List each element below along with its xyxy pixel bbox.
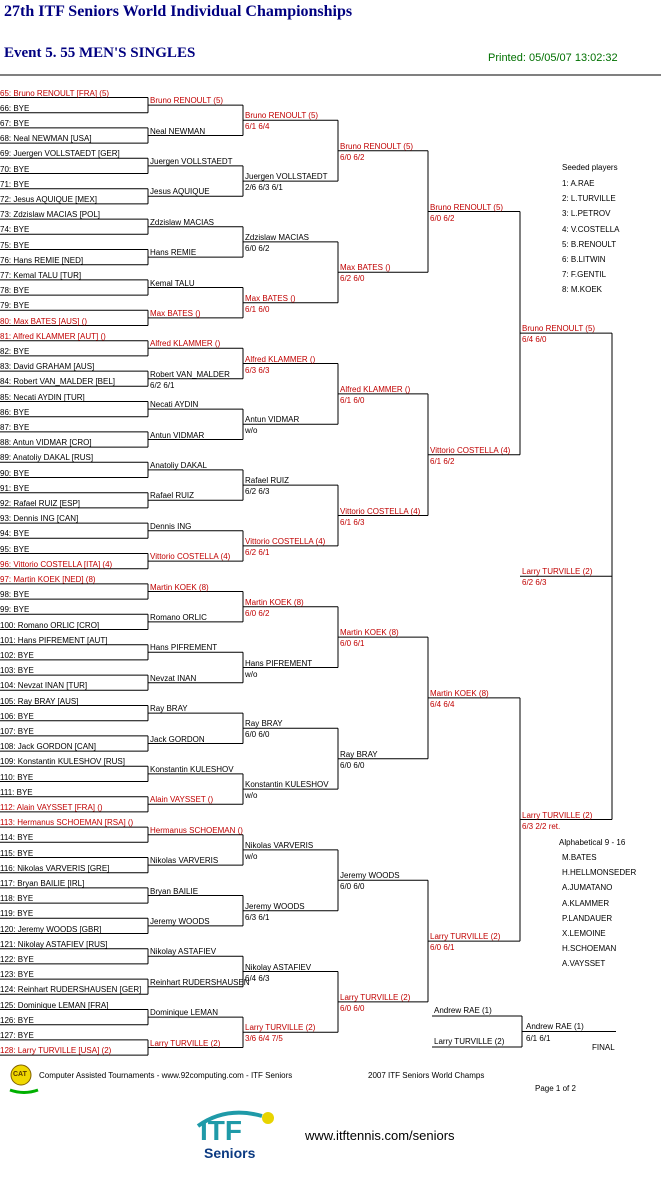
winner-name: Antun VIDMAR	[245, 415, 300, 425]
draw-entry: 103: BYE	[0, 666, 34, 676]
draw-entry: 97: Martin KOEK [NED] (8)	[0, 574, 96, 584]
draw-entry: 80: Max BATES [AUS] ()	[0, 316, 87, 326]
draw-entry: 98: BYE	[0, 590, 30, 600]
winner-name: Martin KOEK (8)	[245, 597, 304, 607]
draw-entry: 102: BYE	[0, 650, 34, 660]
match-score: 2/6 6/3 6/1	[245, 183, 283, 193]
draw-entry: 128: Larry TURVILLE [USA] (2)	[0, 1046, 112, 1056]
winner-name: Ray BRAY	[150, 704, 188, 714]
match-score: 6/1 6/3	[340, 517, 365, 527]
draw-entry: 94: BYE	[0, 529, 30, 539]
match-score: 6/0 6/2	[430, 213, 455, 223]
winner-name: Larry TURVILLE (2)	[430, 932, 501, 942]
draw-entry: 96: Vittorio COSTELLA [ITA] (4)	[0, 559, 113, 569]
draw-entry: 105: Ray BRAY [AUS]	[0, 696, 79, 706]
seeded-player: 8: M.KOEK	[562, 285, 603, 295]
winner-name: Nikolay ASTAFIEV	[150, 947, 217, 957]
final-player-2: Larry TURVILLE (2)	[434, 1037, 505, 1046]
match-score: w/o	[245, 426, 258, 436]
draw-entry: 122: BYE	[0, 954, 34, 964]
draw-entry: 95: BYE	[0, 544, 30, 554]
draw-entry: 90: BYE	[0, 468, 30, 478]
cat-logo	[8, 1064, 42, 1096]
cat-logo-text: CAT	[13, 1071, 27, 1078]
seeded-player: 7: F.GENTIL	[562, 270, 607, 280]
winner-name: Vittorio COSTELLA (4)	[245, 536, 326, 546]
match-score: 6/4 6/0	[522, 335, 547, 345]
winner-name: Alfred KLAMMER ()	[150, 339, 221, 349]
winner-name: Jeremy WOODS	[245, 901, 305, 911]
alphabetical-player: A.VAYSSET	[562, 959, 606, 969]
draw-entry: 99: BYE	[0, 605, 30, 615]
match-score: 6/1 6/4	[245, 122, 270, 132]
draw-entry: 126: BYE	[0, 1015, 34, 1025]
winner-name: Romano ORLIC	[150, 612, 207, 622]
winner-name: Nevzat INAN	[150, 673, 197, 683]
draw-entry: 100: Romano ORLIC [CRO]	[0, 620, 100, 630]
draw-entry: 67: BYE	[0, 118, 30, 128]
winner-name: Konstantin KULESHOV	[245, 780, 329, 790]
winner-name: Martin KOEK (8)	[150, 582, 209, 592]
winner-name: Larry TURVILLE (2)	[340, 992, 411, 1002]
winner-name: Martin KOEK (8)	[340, 628, 399, 638]
winner-name: Rafael RUIZ	[245, 476, 290, 486]
draw-entry: 118: BYE	[0, 894, 34, 904]
winner-name: Larry TURVILLE (2)	[522, 810, 593, 820]
winner-name: Larry TURVILLE (2)	[150, 1038, 221, 1048]
match-score: 6/0 6/1	[430, 943, 455, 953]
match-score: 6/4 6/4	[430, 699, 455, 709]
match-score: 6/1 6/2	[430, 456, 455, 466]
winner-name: Vittorio COSTELLA (4)	[430, 445, 511, 455]
winner-name: Hans PIFREMENT	[245, 658, 313, 668]
match-score: 3/6 6/4 7/5	[245, 1034, 283, 1044]
alphabetical-player: M.BATES	[562, 853, 597, 862]
alphabetical-player: H.HELLMONSEDER	[562, 868, 637, 878]
draw-entry: 110: BYE	[0, 772, 34, 782]
draw-entry: 104: Nevzat INAN [TUR]	[0, 681, 88, 691]
draw-entry: 120: Jeremy WOODS [GBR]	[0, 924, 102, 934]
seeded-player: 4: V.COSTELLA	[562, 224, 620, 234]
itf-logo-sub: Seniors	[204, 1145, 256, 1161]
match-score: 6/3 6/3	[245, 365, 270, 375]
draw-entry: 123: BYE	[0, 970, 34, 980]
final-player-1: Andrew RAE (1)	[434, 1006, 492, 1015]
draw-entry: 107: BYE	[0, 726, 34, 736]
winner-name: Dominique LEMAN	[150, 1008, 219, 1018]
match-score: w/o	[245, 851, 258, 861]
match-score: 6/0 6/0	[245, 730, 270, 740]
match-score: 6/4 6/3	[245, 973, 270, 983]
winner-name: Robert VAN_MALDER	[150, 369, 230, 379]
winner-name: Jack GORDON	[150, 734, 205, 744]
match-score: 6/1 6/0	[340, 395, 365, 405]
draw-entry: 116: Nikolas VARVERIS [GRE]	[0, 863, 110, 873]
winner-name: Kemal TALU	[150, 278, 195, 288]
winner-name: Hermanus SCHOEMAN ()	[150, 825, 243, 835]
draw-entry: 86: BYE	[0, 407, 30, 417]
draw-entry: 125: Dominique LEMAN [FRA]	[0, 1000, 109, 1010]
winner-name: Zdzislaw MACIAS	[245, 232, 310, 242]
draw-entry: 68: Neal NEWMAN [USA]	[0, 134, 92, 144]
winner-name: Jesus AQUIQUE	[150, 187, 210, 197]
draw-entry: 76: Hans REMIE [NED]	[0, 255, 84, 265]
footer-page: Page 1 of 2	[535, 1084, 576, 1093]
draw-entry: 82: BYE	[0, 346, 30, 356]
winner-name: Jeremy WOODS	[340, 871, 400, 881]
match-score: 6/0 6/0	[340, 1003, 365, 1013]
draw-entry: 111: BYE	[0, 787, 33, 797]
winner-name: Larry TURVILLE (2)	[245, 1023, 316, 1033]
website-url: www.itftennis.com/seniors	[305, 1128, 455, 1143]
winner-name: Rafael RUIZ	[150, 491, 195, 501]
seeded-player: 6: B.LITWIN	[562, 255, 606, 264]
draw-entry: 91: BYE	[0, 483, 30, 493]
alphabetical-player: A.JUMATANO	[562, 883, 613, 893]
winner-name: Nikolay ASTAFIEV	[245, 962, 312, 972]
winner-name: Bruno RENOULT (5)	[522, 324, 596, 334]
match-score: w/o	[245, 791, 258, 801]
draw-entry: 89: Anatoliy DAKAL [RUS]	[0, 453, 94, 463]
alphabetical-player: A.KLAMMER	[562, 898, 610, 908]
draw-entry: 109: Konstantin KULESHOV [RUS]	[0, 757, 125, 767]
winner-name: Dennis ING	[150, 521, 192, 531]
winner-name: Bruno RENOULT (5)	[150, 96, 224, 106]
match-score: 6/0 6/0	[340, 760, 365, 770]
draw-entry: 85: Necati AYDIN [TUR]	[0, 392, 85, 402]
draw-entry: 79: BYE	[0, 301, 30, 311]
draw-entry: 114: BYE	[0, 833, 34, 843]
winner-name: Reinhart RUDERSHAUSEN	[150, 977, 250, 987]
winner-name: Ray BRAY	[340, 749, 378, 759]
draw-entry: 87: BYE	[0, 422, 30, 432]
winner-name: Hans REMIE	[150, 248, 197, 258]
winner-name: Jeremy WOODS	[150, 916, 210, 926]
match-score: w/o	[245, 669, 258, 679]
draw-entry: 74: BYE	[0, 225, 30, 235]
winner-name: Anatoliy DAKAL	[150, 460, 207, 470]
draw-entry: 92: Rafael RUIZ [ESP]	[0, 498, 81, 508]
draw-entry: 113: Hermanus SCHOEMAN [RSA] ()	[0, 818, 134, 828]
seeded-player: 1: A.RAE	[562, 179, 595, 188]
winner-name: Max BATES ()	[245, 293, 296, 303]
match-score: 6/2 6/3	[522, 578, 547, 588]
draw-entry: 101: Hans PIFREMENT [AUT]	[0, 635, 108, 645]
final-score: 6/1 6/1	[526, 1033, 551, 1043]
draw-entry: 119: BYE	[0, 909, 34, 919]
draw-entry: 106: BYE	[0, 711, 34, 721]
match-score: 6/3 6/1	[245, 912, 270, 922]
winner-name: Larry TURVILLE (2)	[522, 567, 593, 577]
winner-name: Alfred KLAMMER ()	[245, 354, 316, 364]
match-score: 6/2 6/3	[245, 487, 270, 497]
match-score: 6/0 6/2	[245, 608, 270, 618]
match-score: 6/0 6/2	[245, 243, 270, 253]
winner-name: Nikolas VARVERIS	[150, 856, 219, 866]
match-score: 6/2 6/0	[340, 274, 365, 284]
match-score: 6/0 6/1	[340, 639, 365, 649]
draw-entry: 127: BYE	[0, 1030, 34, 1040]
draw-entry: 112: Alain VAYSSET [FRA] ()	[0, 802, 103, 812]
draw-entry: 73: Zdzislaw MACIAS [POL]	[0, 210, 101, 220]
draw-entry: 121: Nikolay ASTAFIEV [RUS]	[0, 939, 108, 949]
draw-entry: 72: Jesus AQUIQUE [MEX]	[0, 194, 97, 204]
seeded-title: Seeded players	[562, 163, 618, 172]
draw-entry: 81: Alfred KLAMMER [AUT] ()	[0, 331, 106, 341]
seeded-player: 3: L.PETROV	[562, 209, 611, 219]
winner-name: Juergen VOLLSTAEDT	[150, 156, 233, 166]
winner-name: Bruno RENOULT (5)	[340, 141, 414, 151]
alphabetical-title: Alphabetical 9 - 16	[559, 838, 626, 847]
draw-entry: 84: Robert VAN_MALDER [BEL]	[0, 377, 116, 387]
footer-event: 2007 ITF Seniors World Champs	[368, 1071, 485, 1080]
draw-entry: 65: Bruno RENOULT [FRA] (5)	[0, 88, 110, 98]
winner-name: Antun VIDMAR	[150, 430, 205, 440]
draw-entry: 83: David GRAHAM [AUS]	[0, 362, 95, 372]
winner-name: Vittorio COSTELLA (4)	[340, 506, 421, 516]
winner-name: Alain VAYSSET ()	[150, 795, 214, 805]
winner-name: Hans PIFREMENT	[150, 643, 218, 653]
winner-name: Vittorio COSTELLA (4)	[150, 552, 231, 562]
final-label: FINAL	[592, 1043, 615, 1052]
seeded-player: 5: B.RENOULT	[562, 239, 617, 249]
match-score: 6/0 6/0	[340, 882, 365, 892]
draw-entry: 124: Reinhart RUDERSHAUSEN [GER]	[0, 985, 142, 995]
draw-entry: 88: Antun VIDMAR [CRO]	[0, 438, 92, 448]
winner-name: Bruno RENOULT (5)	[245, 111, 319, 121]
winner-name: Nikolas VARVERIS	[245, 840, 314, 850]
draw-entry: 69: Juergen VOLLSTAEDT [GER]	[0, 149, 120, 159]
match-score: 6/0 6/2	[340, 152, 365, 162]
draw-entry: 70: BYE	[0, 164, 30, 174]
draw-entry: 108: Jack GORDON [CAN]	[0, 742, 97, 752]
match-score: 6/1 6/0	[245, 304, 270, 314]
winner-name: Bryan BAILIE	[150, 886, 199, 896]
winner-name: Zdzislaw MACIAS	[150, 217, 215, 227]
draw-entry: 71: BYE	[0, 179, 30, 189]
winner-name: Max BATES ()	[150, 308, 201, 318]
itf-logo-main: ITF	[200, 1115, 242, 1146]
alphabetical-player: X.LEMOINE	[562, 929, 606, 938]
winner-name: Alfred KLAMMER ()	[340, 384, 411, 394]
printed-timestamp: Printed: 05/05/07 13:02:32	[488, 52, 618, 64]
draw-entry: 75: BYE	[0, 240, 30, 250]
footer-system: Computer Assisted Tournaments - www.92computing.com - ITF Seniors	[39, 1071, 293, 1080]
itf-seniors-logo	[196, 1106, 286, 1162]
draw-entry: 66: BYE	[0, 103, 30, 113]
final-winner: Andrew RAE (1)	[526, 1021, 584, 1031]
winner-name: Ray BRAY	[245, 719, 283, 729]
winner-name: Neal NEWMAN	[150, 126, 206, 136]
seeded-player: 2: L.TURVILLE	[562, 194, 616, 204]
alphabetical-player: H.SCHOEMAN	[562, 944, 617, 954]
match-score: 6/2 6/1	[150, 380, 175, 390]
draw-entry: 115: BYE	[0, 848, 34, 858]
winner-name: Bruno RENOULT (5)	[430, 202, 504, 212]
match-score: 6/2 6/1	[245, 547, 270, 557]
winner-name: Juergen VOLLSTAEDT	[245, 172, 328, 182]
draw-entry: 78: BYE	[0, 286, 30, 296]
winner-name: Konstantin KULESHOV	[150, 764, 234, 774]
winner-name: Martin KOEK (8)	[430, 688, 489, 698]
draw-entry: 117: Bryan BAILIE [IRL]	[0, 878, 85, 888]
event-title: Event 5. 55 MEN'S SINGLES	[4, 45, 196, 61]
draw-entry: 93: Dennis ING [CAN]	[0, 514, 79, 524]
alphabetical-player: P.LANDAUER	[562, 913, 613, 923]
match-score: 6/3 2/2 ret.	[522, 821, 561, 831]
winner-name: Necati AYDIN	[150, 400, 199, 410]
winner-name: Max BATES ()	[340, 263, 391, 273]
draw-entry: 77: Kemal TALU [TUR]	[0, 270, 82, 280]
page-title: 27th ITF Seniors World Individual Championships	[4, 3, 353, 20]
